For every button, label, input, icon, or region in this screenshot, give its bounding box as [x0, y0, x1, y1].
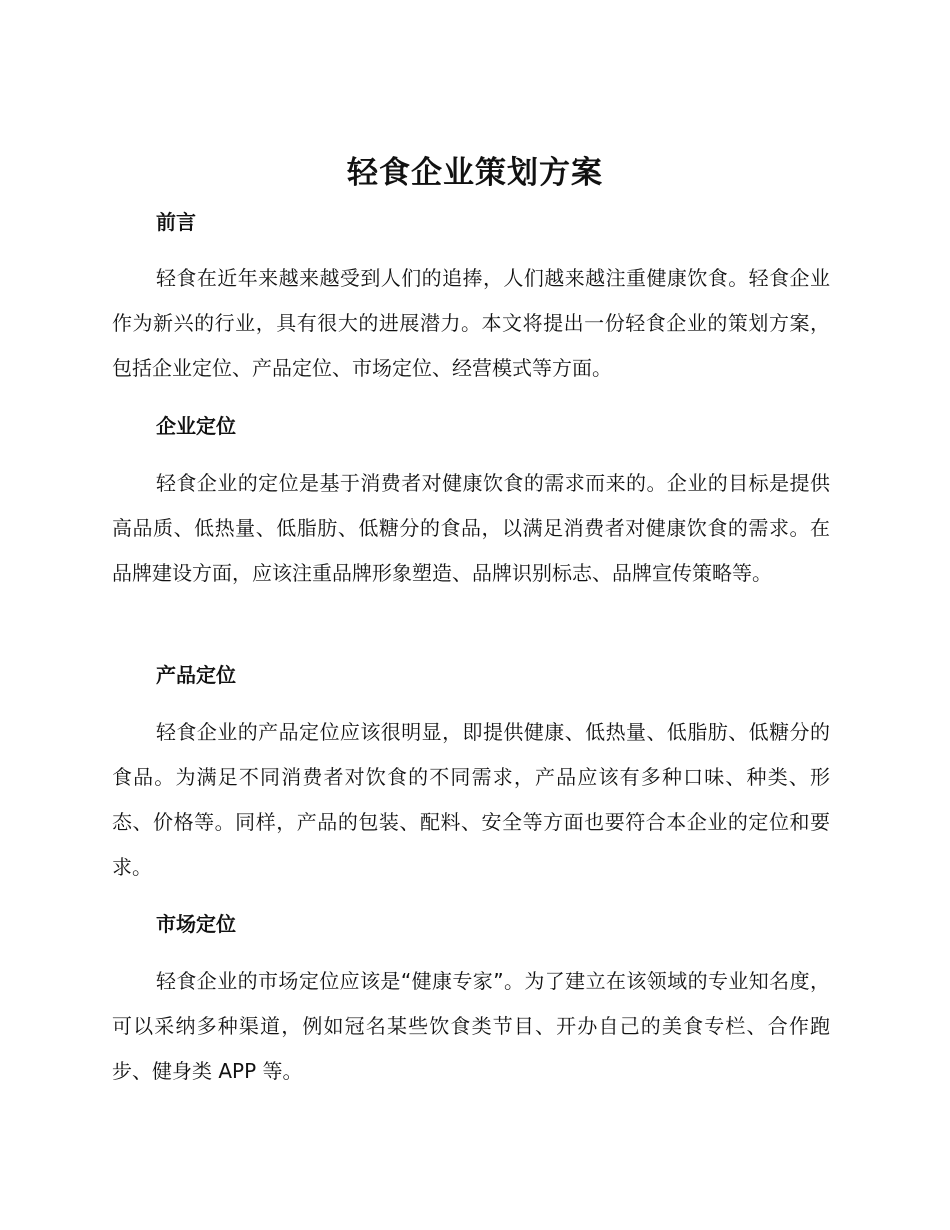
- section-paragraph-product-positioning: 轻食企业的产品定位应该很明显，即提供健康、低热量、低脂肪、低糖分的食品。为满足不同消费者对饮食的不同需求，产品应该有多种口味、种类、形态、价格等。同样，产品的包装、配料、安全等方面也要符合本企业的定位和要求。: [112, 720, 830, 879]
- section-paragraph-preface: 轻食在近年来越来越受到人们的追捧，人们越来越注重健康饮食。轻食企业作为新兴的行业，具有很大的进展潜力。本文将提出一份轻食企业的策划方案，包括企业定位、产品定位、市场定位、经营模式等方面。: [112, 266, 830, 380]
- document-title: 轻食企业策划方案: [347, 155, 603, 191]
- section-heading-company-positioning: 企业定位: [156, 414, 236, 438]
- section-paragraph-market-positioning: 轻食企业的市场定位应该是“健康专家”。为了建立在该领域的专业知名度，可以采纳多种渠道，例如冠名某些饮食类节目、开办自己的美食专栏、合作跑步、健身类 APP 等。: [112, 969, 830, 1083]
- section-heading-product-positioning: 产品定位: [156, 663, 236, 687]
- section-paragraph-company-positioning: 轻食企业的定位是基于消费者对健康饮食的需求而来的。企业的目标是提供高品质、低热量、低脂肪、低糖分的食品，以满足消费者对健康饮食的需求。在品牌建设方面，应该注重品牌形象塑造、品牌识别标志、品牌宣传策略等。: [112, 471, 830, 585]
- section-heading-preface: 前言: [156, 210, 196, 234]
- section-heading-market-positioning: 市场定位: [156, 912, 236, 936]
